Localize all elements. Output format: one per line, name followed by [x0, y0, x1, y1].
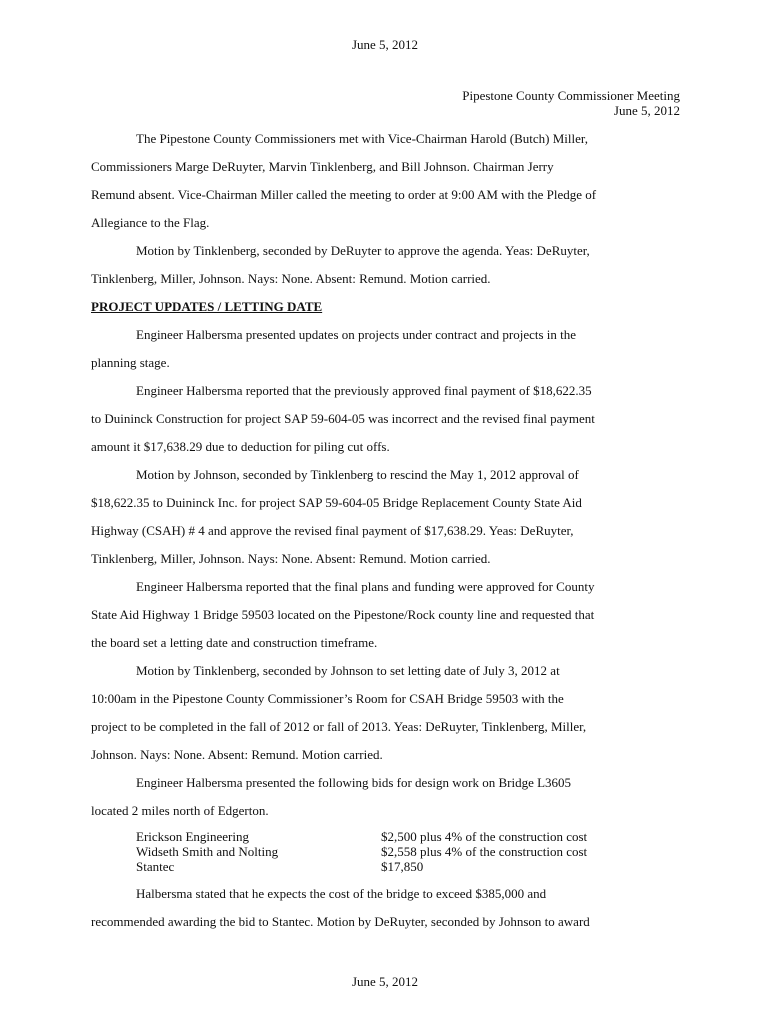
- paragraph-line: Johnson. Nays: None. Absent: Remund. Motion carried.: [91, 747, 383, 762]
- meeting-title-block: [462, 88, 680, 118]
- meeting-title: Pipestone County Commissioner Meeting: [462, 88, 680, 103]
- paragraph-line: Motion by Johnson, seconded by Tinklenberg to rescind the May 1, 2012 approval of: [136, 467, 579, 482]
- paragraph-line: Engineer Halbersma reported that the previously approved final payment of $18,622.35: [136, 383, 592, 398]
- bid-amount: $2,500 plus 4% of the construction cost: [381, 829, 588, 844]
- paragraph-line: recommended awarding the bid to Stantec. Motion by DeRuyter, seconded by Johnson to award: [91, 914, 590, 929]
- paragraph-line: The Pipestone County Commissioners met with Vice-Chairman Harold (Butch) Miller,: [136, 131, 588, 146]
- paragraph: [91, 321, 681, 377]
- paragraph: [91, 573, 681, 657]
- paragraph-line: Halbersma stated that he expects the cost of the bridge to exceed $385,000 and: [136, 886, 547, 901]
- paragraph-line: Motion by Tinklenberg, seconded by Johnson to set letting date of July 3, 2012 at: [136, 663, 560, 678]
- paragraph-line: Tinklenberg, Miller, Johnson. Nays: None. Absent: Remund. Motion carried.: [91, 551, 491, 566]
- bid-company: Erickson Engineering: [136, 829, 249, 844]
- paragraph: [91, 125, 681, 237]
- section-heading: PROJECT UPDATES / LETTING DATE: [91, 299, 323, 314]
- paragraph: [91, 461, 681, 573]
- section-paragraphs: [91, 321, 681, 825]
- paragraph-line: Tinklenberg, Miller, Johnson. Nays: None. Absent: Remund. Motion carried.: [91, 271, 491, 286]
- paragraph-line: Motion by Tinklenberg, seconded by DeRuyter to approve the agenda. Yeas: DeRuyter,: [136, 243, 590, 258]
- bids-table: [136, 829, 587, 874]
- paragraph-line: amount it $17,638.29 due to deduction for piling cut offs.: [91, 439, 390, 454]
- paragraph-line: Engineer Halbersma reported that the final plans and funding were approved for County: [136, 579, 595, 594]
- paragraph-line: project to be completed in the fall of 2012 or fall of 2013. Yeas: DeRuyter, Tinklenberg, Miller,: [91, 719, 587, 734]
- paragraph: [91, 880, 681, 936]
- paragraph-line: $18,622.35 to Duininck Inc. for project SAP 59-604-05 Bridge Replacement County State Aid: [91, 495, 582, 510]
- paragraph: [91, 237, 681, 293]
- paragraph-line: 10:00am in the Pipestone County Commissioner’s Room for CSAH Bridge 59503 with the: [91, 691, 564, 706]
- bid-row: [136, 844, 587, 859]
- paragraph-line: planning stage.: [91, 355, 170, 370]
- intro-paragraphs: [91, 125, 681, 293]
- paragraph-line: Engineer Halbersma presented updates on projects under contract and projects in the: [136, 327, 577, 342]
- bid-amount: $2,558 plus 4% of the construction cost: [381, 844, 588, 859]
- bid-company: Stantec: [136, 859, 175, 874]
- page-footer-date: June 5, 2012: [351, 974, 419, 989]
- paragraph-line: Engineer Halbersma presented the following bids for design work on Bridge L3605: [136, 775, 572, 790]
- paragraph: [91, 769, 681, 825]
- paragraph-line: State Aid Highway 1 Bridge 59503 located on the Pipestone/Rock county line and requested that: [91, 607, 595, 622]
- paragraph-line: Highway (CSAH) # 4 and approve the revised final payment of $17,638.29. Yeas: DeRuyter,: [91, 523, 574, 538]
- final-paragraph-container: [91, 880, 681, 936]
- paragraph-line: Remund absent. Vice-Chairman Miller called the meeting to order at 9:00 AM with the Pledge of: [91, 187, 597, 202]
- meeting-date: June 5, 2012: [613, 103, 680, 118]
- page-header-date: June 5, 2012: [351, 37, 419, 52]
- paragraph-line: the board set a letting date and construction timeframe.: [91, 635, 378, 650]
- bid-amount: $17,850: [381, 859, 424, 874]
- bid-row: [136, 829, 587, 844]
- bid-row: [136, 859, 587, 874]
- paragraph: [91, 377, 681, 461]
- paragraph: [91, 657, 681, 769]
- paragraph-line: to Duininck Construction for project SAP 59-604-05 was incorrect and the revised final payment: [91, 411, 595, 426]
- paragraph-line: located 2 miles north of Edgerton.: [91, 803, 269, 818]
- document-body: [91, 125, 681, 936]
- paragraph-line: Allegiance to the Flag.: [91, 215, 210, 230]
- paragraph-line: Commissioners Marge DeRuyter, Marvin Tinklenberg, and Bill Johnson. Chairman Jerry: [91, 159, 554, 174]
- bid-company: Widseth Smith and Nolting: [136, 844, 279, 859]
